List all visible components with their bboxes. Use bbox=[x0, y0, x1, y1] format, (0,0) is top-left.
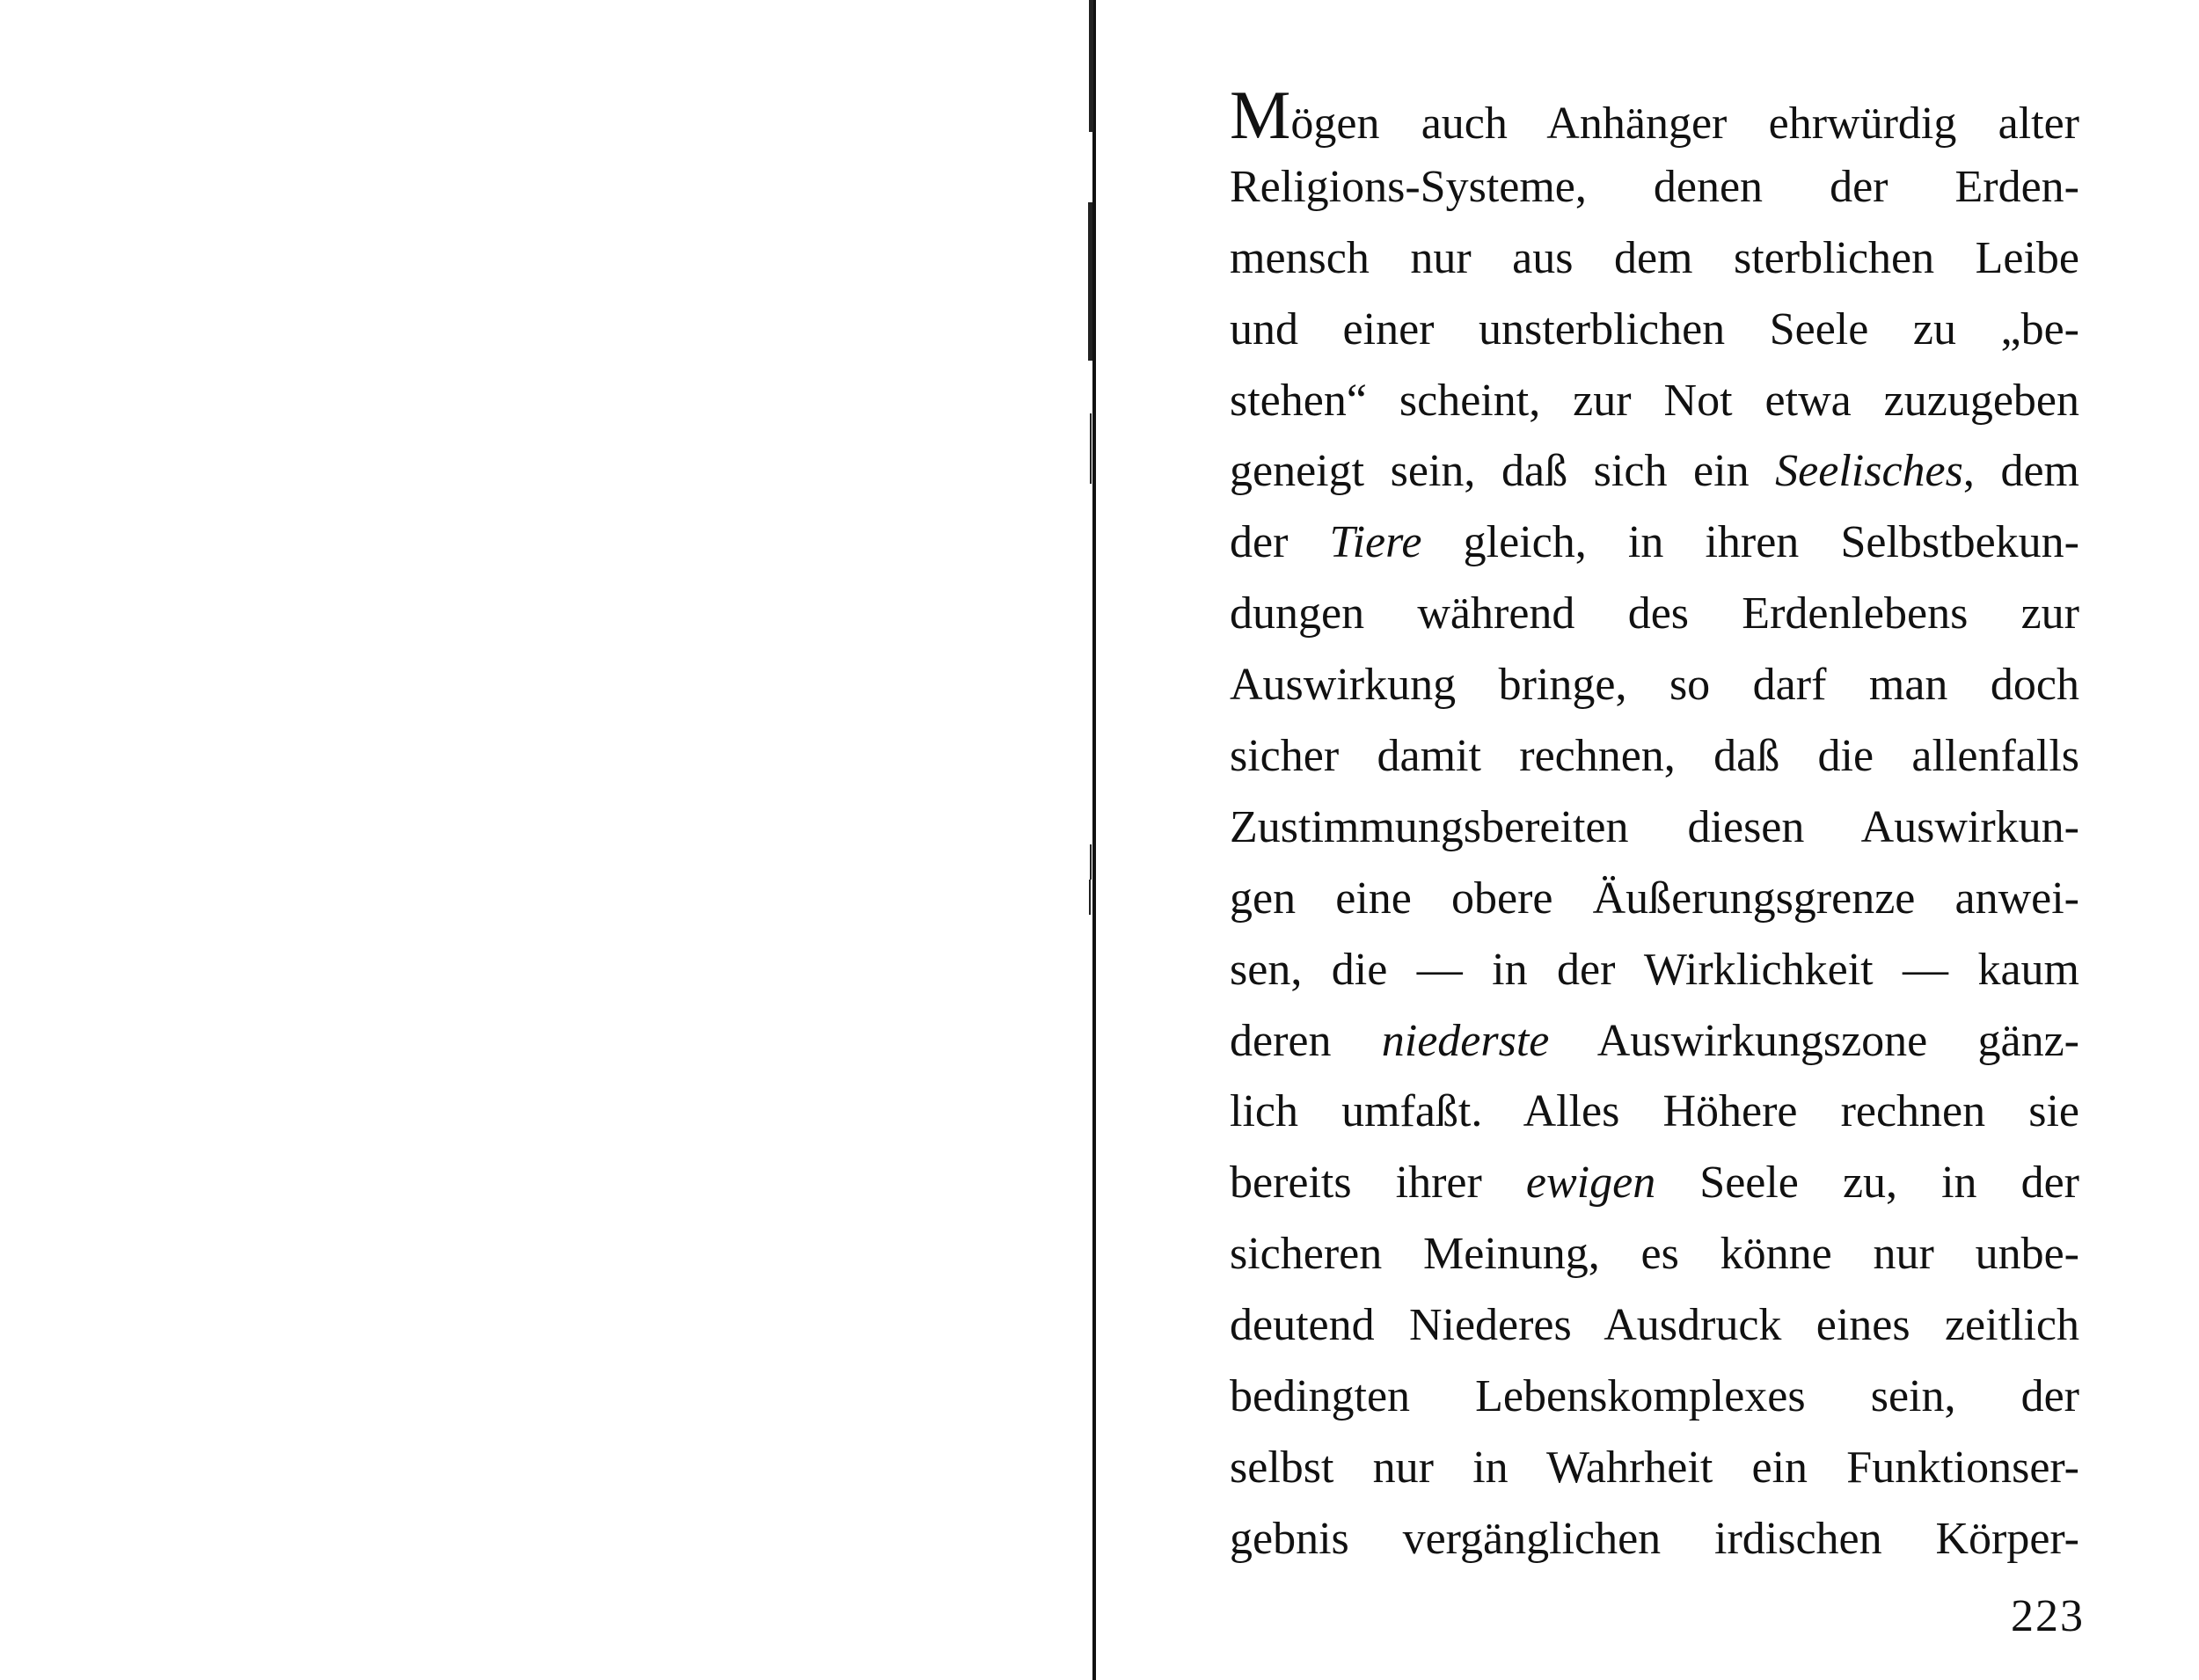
text-run: geneigt sein, daß sich ein bbox=[1230, 446, 1776, 497]
text-run: sicheren Meinung, es könne nur unbe- bbox=[1230, 1229, 2079, 1280]
text-run: bereits ihrer bbox=[1230, 1158, 1526, 1209]
text-line bbox=[1230, 650, 2079, 721]
text-line bbox=[1230, 295, 2079, 366]
text-run: gen eine obere Äußerungsgrenze anwei- bbox=[1230, 873, 2079, 924]
text-run: ögen auch Anhänger ehrwürdig alter bbox=[1290, 99, 2079, 149]
italic-text-run: ewigen bbox=[1525, 1158, 1656, 1209]
left-page-blank bbox=[0, 0, 1091, 1680]
page-number: 223 bbox=[2011, 1591, 2085, 1641]
text-run: , dem bbox=[1962, 446, 2079, 497]
text-line bbox=[1230, 1077, 2079, 1148]
text-run: selbst nur in Wahrheit ein Funktionser- bbox=[1230, 1442, 2079, 1493]
text-run: der bbox=[1230, 517, 1330, 568]
text-run: gebnis vergänglichen irdischen Körper- bbox=[1230, 1513, 2079, 1564]
italic-text-run: Seelisches bbox=[1775, 446, 1963, 497]
gutter-speck bbox=[1089, 880, 1091, 915]
text-run: Auswirkung bringe, so darf man doch bbox=[1230, 660, 2079, 711]
text-line bbox=[1230, 436, 2079, 508]
text-line bbox=[1230, 223, 2079, 295]
text-run: sicher damit rechnen, daß die allenfalls bbox=[1230, 731, 2079, 782]
text-run: und einer unsterblichen Seele zu „be- bbox=[1230, 303, 2079, 354]
text-line bbox=[1230, 1148, 2079, 1219]
text-run: Religions-Systeme, denen der Erden- bbox=[1230, 161, 2079, 212]
text-line bbox=[1230, 152, 2079, 223]
drop-cap: M bbox=[1230, 77, 1291, 153]
gutter-speck bbox=[1088, 202, 1092, 361]
text-run: Auswirkungszone gänz- bbox=[1549, 1015, 2079, 1066]
text-line bbox=[1230, 1290, 2079, 1362]
text-line bbox=[1230, 1219, 2079, 1290]
text-line bbox=[1230, 579, 2079, 650]
text-line bbox=[1230, 864, 2079, 935]
gutter-speck bbox=[1089, 0, 1093, 132]
text-line bbox=[1230, 1006, 2079, 1077]
text-line bbox=[1230, 1504, 2079, 1575]
text-run: Zustimmungsbereiten diesen Auswirkun- bbox=[1230, 801, 2079, 852]
text-run: sen, die — in der Wirklichkeit — kaum bbox=[1230, 944, 2079, 995]
text-run: stehen“ scheint, zur Not etwa zuzugeben bbox=[1230, 375, 2079, 426]
gutter-speck bbox=[1090, 413, 1092, 484]
text-run: mensch nur aus dem sterblichen Leibe bbox=[1230, 232, 2079, 283]
body-text bbox=[1230, 77, 2079, 1575]
text-line bbox=[1230, 935, 2079, 1006]
text-run: deren bbox=[1230, 1015, 1382, 1066]
text-line bbox=[1230, 721, 2079, 793]
text-run: deutend Niederes Ausdruck eines zeitlich bbox=[1230, 1300, 2079, 1351]
text-line bbox=[1230, 793, 2079, 864]
text-line bbox=[1230, 1433, 2079, 1504]
text-run: lich umfaßt. Alles Höhere rechnen sie bbox=[1230, 1086, 2079, 1137]
text-line bbox=[1230, 508, 2079, 579]
text-line bbox=[1230, 366, 2079, 437]
gutter-speck bbox=[1090, 844, 1092, 880]
text-run: Seele zu, in der bbox=[1655, 1158, 2079, 1209]
text-line bbox=[1230, 1362, 2079, 1433]
italic-text-run: niederste bbox=[1381, 1015, 1550, 1066]
gutter-edge-line bbox=[1092, 0, 1096, 1680]
text-run: bedingten Lebenskomplexes sein, der bbox=[1230, 1371, 2079, 1422]
text-line bbox=[1230, 77, 2079, 153]
text-run: gleich, in ihren Selbstbekun- bbox=[1421, 517, 2079, 568]
text-run: dungen während des Erdenlebens zur bbox=[1230, 588, 2079, 639]
italic-text-run: Tiere bbox=[1329, 517, 1422, 568]
